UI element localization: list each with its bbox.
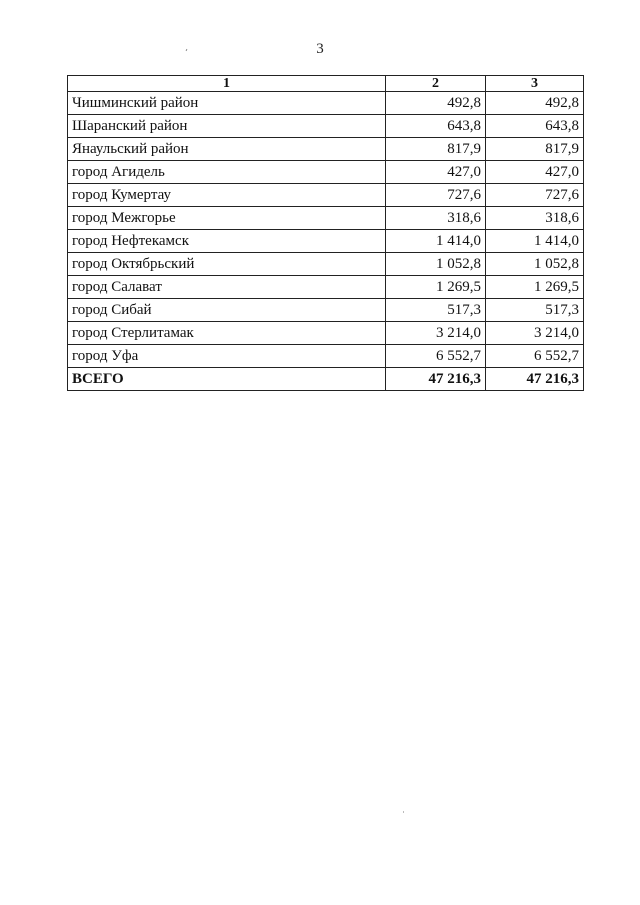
table-header-row [68, 76, 584, 92]
row-name: Чишминский район [68, 92, 386, 115]
column-header: 2 [386, 76, 486, 92]
row-name: город Нефтекамск [68, 230, 386, 253]
table-row [68, 345, 584, 368]
data-table [67, 75, 584, 391]
row-value-col3: 427,0 [486, 161, 584, 184]
total-row [68, 368, 584, 391]
table-row [68, 253, 584, 276]
row-value-col2: 727,6 [386, 184, 486, 207]
total-value-col2: 47 216,3 [386, 368, 486, 391]
row-value-col3: 3 214,0 [486, 322, 584, 345]
row-value-col2: 643,8 [386, 115, 486, 138]
table-row [68, 184, 584, 207]
row-value-col3: 817,9 [486, 138, 584, 161]
row-name: город Межгорье [68, 207, 386, 230]
row-name: город Уфа [68, 345, 386, 368]
row-value-col2: 318,6 [386, 207, 486, 230]
row-value-col2: 427,0 [386, 161, 486, 184]
row-value-col3: 727,6 [486, 184, 584, 207]
table-row [68, 322, 584, 345]
row-value-col2: 1 269,5 [386, 276, 486, 299]
row-value-col2: 492,8 [386, 92, 486, 115]
row-name: город Салават [68, 276, 386, 299]
row-value-col3: 6 552,7 [486, 345, 584, 368]
total-label: ВСЕГО [68, 368, 386, 391]
column-header: 1 [68, 76, 386, 92]
row-value-col2: 1 414,0 [386, 230, 486, 253]
row-value-col3: 318,6 [486, 207, 584, 230]
table-row [68, 138, 584, 161]
row-value-col2: 3 214,0 [386, 322, 486, 345]
row-name: город Октябрьский [68, 253, 386, 276]
table-row [68, 299, 584, 322]
table-row [68, 230, 584, 253]
row-value-col3: 1 052,8 [486, 253, 584, 276]
row-name: город Кумертау [68, 184, 386, 207]
row-value-col2: 1 052,8 [386, 253, 486, 276]
row-name: Янаульский район [68, 138, 386, 161]
row-value-col3: 492,8 [486, 92, 584, 115]
row-name: город Агидель [68, 161, 386, 184]
scan-speck [403, 811, 404, 813]
table-row [68, 115, 584, 138]
row-name: Шаранский район [68, 115, 386, 138]
page-number: 3 [316, 41, 324, 57]
table-row [68, 207, 584, 230]
table-row [68, 276, 584, 299]
row-value-col3: 1 414,0 [486, 230, 584, 253]
row-name: город Стерлитамак [68, 322, 386, 345]
row-value-col2: 6 552,7 [386, 345, 486, 368]
table-row [68, 161, 584, 184]
row-value-col3: 643,8 [486, 115, 584, 138]
row-value-col3: 517,3 [486, 299, 584, 322]
row-value-col2: 517,3 [386, 299, 486, 322]
row-value-col2: 817,9 [386, 138, 486, 161]
row-value-col3: 1 269,5 [486, 276, 584, 299]
table-row [68, 92, 584, 115]
column-header: 3 [486, 76, 584, 92]
total-value-col3: 47 216,3 [486, 368, 584, 391]
row-name: город Сибай [68, 299, 386, 322]
